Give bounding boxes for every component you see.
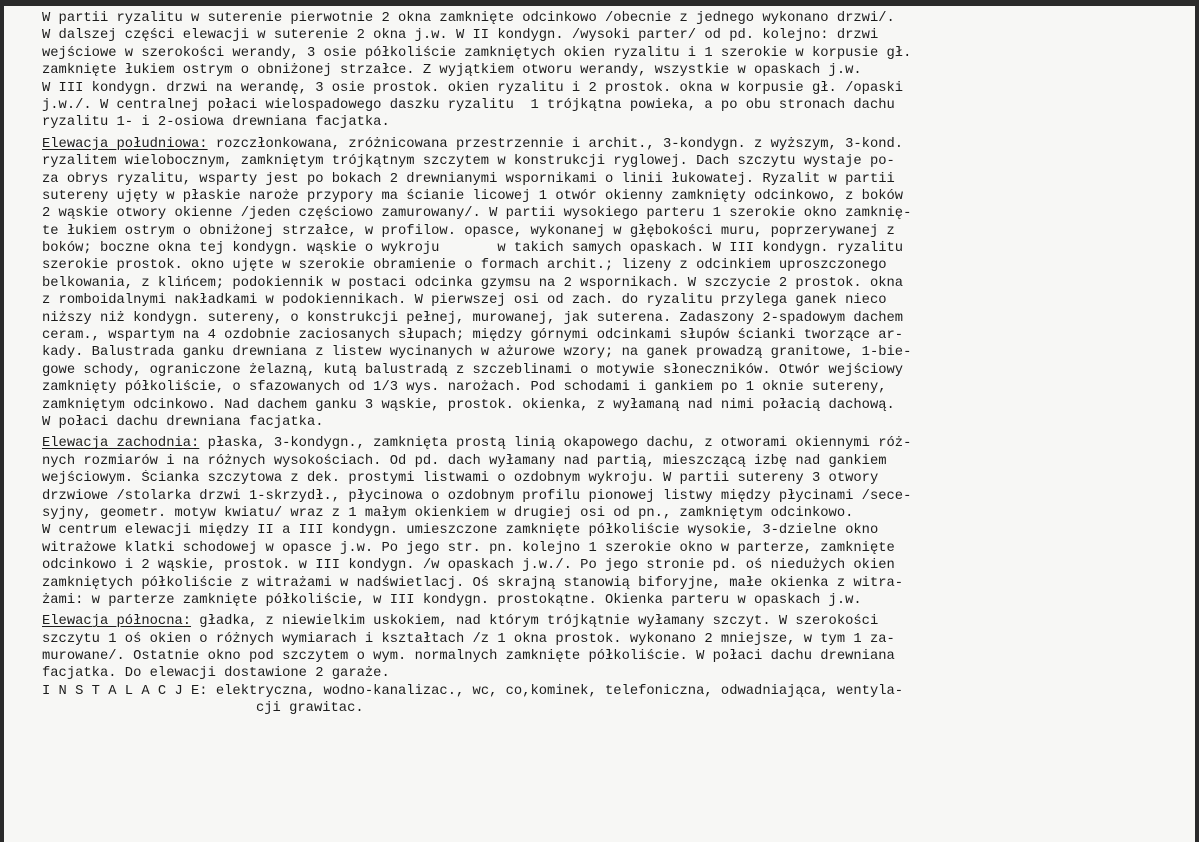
text-line [42,683,1162,700]
text-line: 2 wąskie otwory okienne /jeden częściowo zamurowany/. W partii wysokiego parteru 1 szerokie okno zamknię- [42,206,912,222]
text-line: zamknięty półkoliście, o sfazowanych od 1/3 wys. narożach. Pod schodami i gankiem po 1 oknie sutereny, [42,380,887,396]
text-run: gładka, z niewielkim uskokiem, nad którym trójkątnie wyłamany szczyt. W szerokości [191,614,879,630]
text-line: sutereny ujęty w płaskie naroże przypory ma ścianie licowej 1 otwór okienny zamknięty odcinkowo, z boków [42,188,904,204]
text-line: ryzalitem wielobocznym, zamkniętym trójkątnym szczytem w konstrukcji ryglowej. Dach szczytu wystaje po- [42,154,895,170]
text-line: W centrum elewacji między II a III kondygn. umieszczone zamknięte półkoliście wysokie, 3-dzielne okno [42,523,879,539]
text-line: boków; boczne okna tej kondygn. wąskie o wykroju w takich samych opaskach. W III kondygn. ryzalitu [42,241,904,257]
text-line: z romboidalnymi nakładkami w podokiennikach. W pierwszej osi od zach. do ryzalitu przylega ganek nieco [42,293,887,309]
text-line: ceram., wspartym na 4 ozdobnie zaciosanych słupach; między górnymi odcinkami słupów ścianki tworzące ar- [42,328,904,344]
paragraph-north-elevation [42,613,1162,683]
text-line: zamkniętym odcinkowo. Nad dachem ganku 3 wąskie, prostok. okienka, z wyłamaną nad nimi połacią dachową. [42,397,895,413]
text-line [42,613,1162,630]
text-line: j.w./. W centralnej połaci wielospadowego daszku ryzalitu 1 trójkątna powieka, a po obu stronach dachu [42,97,895,113]
text-line: drzwiowe /stolarka drzwi 1-skrzydł., płycinowa o ozdobnym profilu pionowej listwy między płycinami /sece- [42,488,912,504]
text-line: zamknięte łukiem ostrym o obniżonej strzałce. Z wyjątkiem otworu werandy, wszystkie w opaskach j.w. [42,63,862,79]
section-heading-west: Elewacja zachodnia: [42,436,200,452]
text-line: odcinkowo i 2 wąskie, prostok. w III kondygn. /w opaskach j.w./. Po jego stronie pd. oś niedużych okien [42,558,895,574]
text-line: W dalszej części elewacji w suterenie 2 okna j.w. W II kondygn. /wysoki parter/ od pd. kolejno: drzwi [42,28,879,44]
text-line: szczytu 1 oś okien o różnych wymiarach i kształtach /z 1 okna prostok. wykonano 2 mniejsze, w tym 1 za- [42,631,895,647]
text-run: płaska, 3-kondygn., zamknięta prostą linią okapowego dachu, z otworami okiennymi róż- [199,436,912,452]
section-heading-north: Elewacja północna: [42,614,192,630]
text-line: szerokie prostok. okno ujęte w szerokie obramienie o formach archit.; lizeny z odcinkiem uproszczonego [42,258,887,274]
text-line: wejściowe w szerokości werandy, 3 osie półkoliście zamkniętych okien ryzalitu i 1 szerokie w korpusie gł. [42,45,912,61]
text-line: W III kondygn. drzwi na werandę, 3 osie prostok. okien ryzalitu i 2 prostok. okna w korpusie gł. /opaski [42,80,904,96]
text-line [42,136,1162,153]
typewritten-text [42,10,1162,718]
text-line: cji grawitac. [256,701,364,717]
text-line: kady. Balustrada ganku drewniana z listew wycinanych w ażurowe wzory; na ganek prowadzą granitowe, 1-bie- [42,345,912,361]
paragraph-west-elevation [42,435,1162,609]
text-run: rozczłonkowana, zróżnicowana przestrzennie i archit., 3-kondygn. z wyższym, 3-kond. [207,136,904,152]
paragraph-installations [42,683,1162,718]
scan-edge-right [1195,0,1199,842]
text-line: te łukiem ostrym o obniżonej strzałce, w profilow. opasce, wykonanej w głębokości muru, poprzerywanej z [42,223,895,239]
section-heading-south: Elewacja południowa: [42,136,208,152]
text-line: witrażowe klatki schodowej w opasce j.w. Po jego str. pn. kolejno 1 szerokie okno w parterze, zamknięte [42,540,895,556]
paragraph-intro [42,10,1162,132]
text-line: ryzalitu 1- i 2-osiowa drewniana facjatka. [42,115,390,131]
text-line [42,435,1162,452]
text-line: gowe schody, ograniczone żelazną, kutą balustradą z szczeblinami o motywie słoneczników. Otwór wejściowy [42,362,904,378]
text-line: żami: w parterze zamknięte półkoliście, w III kondygn. prostokątne. Okienka parteru w opaskach j.w. [42,592,862,608]
text-line: W partii ryzalitu w suterenie pierwotnie 2 okna zamknięte odcinkowo /obecnie z jednego wykonano drzwi/. [42,11,895,26]
text-line: facjatka. Do elewacji dostawione 2 garaże. [42,666,390,682]
paragraph-south-elevation [42,136,1162,432]
scan-edge-left [0,0,4,842]
text-line: belkowania, z klińcem; podokiennik w postaci odcinka gzymsu na 2 wspornikach. W szczycie 2 prostok. okna [42,275,904,291]
text-line: za obrys ryzalitu, wsparty jest po bokach 2 drewnianymi wspornikami o linii łukowatej. Ryzalit w partii [42,171,895,187]
text-line: murowane/. Ostatnie okno pod szczytem o wym. normalnych zamknięte półkoliście. W połaci dachu drewniana [42,649,895,665]
section-heading-installations: I N S T A L A C J E: [42,683,208,699]
text-line: wejściowym. Ścianka szczytowa z dek. prostymi listwami o ozdobnym wykroju. W partii sutereny 3 otwory [42,471,879,487]
text-run: elektryczna, wodno-kanalizac., wc, co,kominek, telefoniczna, odwadniająca, wentyla- [207,683,904,699]
text-line: syjny, geometr. motyw kwiatu/ wraz z 1 małym okienkiem w drugiej osi od pn., zamkniętym odcinkowo. [42,505,854,521]
text-line: niższy niż kondygn. sutereny, o konstrukcji pełnej, murowanej, jak suterena. Zadaszony 2-spadowym dachem [42,310,904,326]
text-line: W połaci dachu drewniana facjatka. [42,414,324,430]
text-line: nych rozmiarów i na różnych wysokościach. Od pd. dach wyłamany nad partią, mieszczącą izbę nad gankiem [42,453,887,469]
text-line: zamkniętych półkoliście z witrażami w nadświetlacj. Oś skrajną stanowią biforyjne, małe okienka z witra- [42,575,904,591]
scan-edge-top [0,0,1199,6]
